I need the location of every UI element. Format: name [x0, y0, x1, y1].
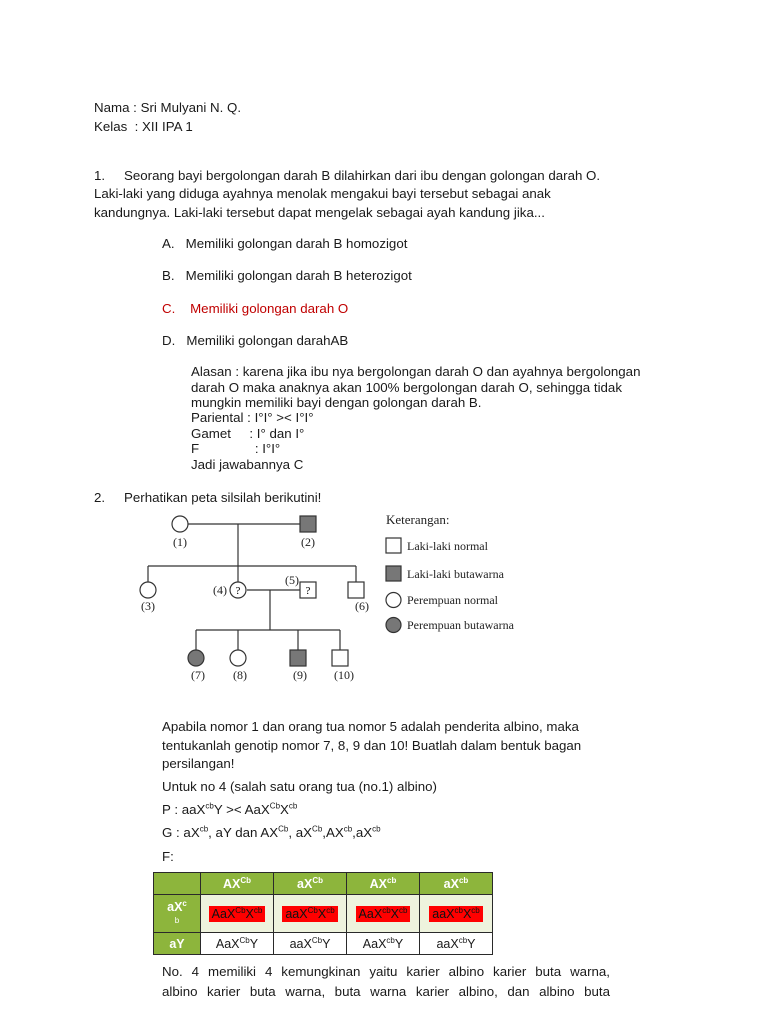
label-5: (5)	[285, 573, 299, 587]
q1-option-a: A. Memiliki golongan darah B homozigot	[162, 236, 408, 251]
label-10: (10)	[334, 668, 354, 682]
q2-gametes: G : $aX^{cb}$, aY dan $AX^{Cb}$, $aX^{Cb},AX^{cb},aX^{cb}$	[162, 824, 381, 840]
q2-f-label: F:	[162, 849, 174, 864]
q2-parental-cross: P : $aaX^{cb}Y >< AaX^{Cb}X^{cb}$	[162, 801, 298, 817]
label-2: (2)	[301, 535, 315, 549]
name-line: Nama : Sri Mulyani N. Q.	[94, 100, 242, 115]
punnett-header-1: $AX^{Cb}$	[201, 873, 274, 895]
q2-conclusion-line2: albino karier buta warna, buta warna karier albino, dan albino buta	[162, 984, 610, 999]
punnett-cell-2-1: AaX$^{Cb}$Y	[201, 933, 274, 955]
punnett-header-2: $aX^{Cb}$	[274, 873, 347, 895]
punnett-cell-1-3: $AaX^{cb}X^{cb}$	[347, 895, 420, 933]
label-9: (9)	[293, 668, 307, 682]
legend-male-normal-symbol	[386, 538, 401, 553]
punnett-cell-2-2: aaX$^{Cb}$Y	[274, 933, 347, 955]
label-4: (4)	[213, 583, 227, 597]
legend-male-normal: Laki-laki normal	[407, 539, 488, 553]
pedigree-chart	[120, 508, 560, 688]
punnett-table	[153, 872, 493, 955]
legend-female-normal: Perempuan normal	[407, 593, 498, 607]
q2-conclusion-line1: No. 4 memiliki 4 kemungkinan yaitu karier albino karier buta warna,	[162, 964, 610, 979]
q2-number: 2.	[94, 490, 106, 505]
person-8-normal-female	[230, 650, 246, 666]
q2-text-line1: Apabila nomor 1 dan orang tua nomor 5 adalah penderita albino, maka	[162, 719, 579, 734]
q2-no4-line: Untuk no 4 (salah satu orang tua (no.1) albino)	[162, 779, 437, 794]
q2-text-line3: persilangan!	[162, 756, 235, 771]
legend-female-colorblind-symbol	[386, 618, 401, 633]
person-6-normal-male	[348, 582, 364, 598]
name-value: Sri Mulyani N. Q.	[140, 100, 242, 115]
q1-f: F : I°I°	[191, 441, 281, 456]
q1-reason-line3: mungkin memiliki bayi dengan golongan darah B.	[191, 395, 482, 410]
class-label: Kelas	[94, 119, 128, 134]
q1-option-c-answer: C. Memiliki golongan darah O	[162, 301, 349, 316]
legend-female-normal-symbol	[386, 593, 401, 608]
q2-text-line2: tentukanlah genotip nomor 7, 8, 9 dan 10! Buatlah dalam bentuk bagan	[162, 738, 582, 753]
person-4-unknown-mark: ?	[235, 585, 241, 597]
label-7: (7)	[191, 668, 205, 682]
q1-reason-line2: darah O maka anaknya akan 100% bergolongan darah O, sehingga tidak	[191, 380, 622, 395]
q1-gamet: Gamet : I° dan I°	[191, 426, 305, 441]
label-1: (1)	[173, 535, 187, 549]
legend-title: Keterangan:	[386, 512, 450, 527]
punnett-cell-2-4: aaX$^{cb}$Y	[420, 933, 493, 955]
punnett-row-2-label: aY	[154, 933, 201, 955]
class-line: Kelas : XII IPA 1	[94, 119, 193, 134]
q1-parental: Pariental : I°I° >< I°I°	[191, 410, 314, 425]
label-8: (8)	[233, 668, 247, 682]
q1-conclusion: Jadi jawabannya C	[191, 457, 304, 472]
person-9-colorblind-male	[290, 650, 306, 666]
punnett-cell-2-3: AaX$^{cb}$Y	[347, 933, 420, 955]
punnett-cell-1-1: $AaX^{Cb}X^{cb}$	[201, 895, 274, 933]
person-5-unknown-mark: ?	[305, 585, 311, 597]
punnett-header-4: $aX^{cb}$	[420, 873, 493, 895]
punnett-cell-1-2: $aaX^{Cb}X^{cb}$	[274, 895, 347, 933]
q1-question-line1: Seorang bayi bergolongan darah B dilahirkan dari ibu dengan golongan darah O.	[124, 168, 601, 183]
q1-reason-line1: Alasan : karena jika ibu nya bergolongan darah O dan ayahnya bergolongan	[191, 364, 641, 379]
name-label: Nama	[94, 100, 130, 115]
person-1-normal-female	[172, 516, 188, 532]
q1-option-d: D. Memiliki golongan darahAB	[162, 333, 349, 348]
person-10-normal-male	[332, 650, 348, 666]
q1-question-line3: kandungnya. Laki-laki tersebut dapat mengelak sebagai ayah kandung jika...	[94, 205, 545, 220]
q1-number: 1.	[94, 168, 106, 183]
q1-question-line2: Laki-laki yang diduga ayahnya menolak mengakui bayi tersebut sebagai anak	[94, 186, 551, 201]
punnett-header-3: $AX^{cb}$	[347, 873, 420, 895]
pedigree-legend	[386, 512, 515, 633]
label-3: (3)	[141, 599, 155, 613]
q2-question: Perhatikan peta silsilah berikutini!	[124, 490, 322, 505]
class-value: XII IPA 1	[142, 119, 193, 134]
person-7-colorblind-female	[188, 650, 204, 666]
person-3-normal-female	[140, 582, 156, 598]
punnett-corner	[154, 873, 201, 895]
person-2-colorblind-male	[300, 516, 316, 532]
punnett-cell-1-4: $aaX^{cb}X^{cb}$	[420, 895, 493, 933]
legend-female-colorblind: Perempuan butawarna	[407, 618, 514, 632]
punnett-row-1	[154, 895, 493, 933]
legend-male-colorblind-symbol	[386, 566, 401, 581]
punnett-header-row	[154, 873, 493, 895]
q1-option-b: B. Memiliki golongan darah B heterozigot	[162, 268, 412, 283]
label-6: (6)	[355, 599, 369, 613]
punnett-row-2	[154, 933, 493, 955]
punnett-row-1-label: $aX^c$ b	[154, 895, 201, 933]
legend-male-colorblind: Laki-laki butawarna	[407, 567, 504, 581]
